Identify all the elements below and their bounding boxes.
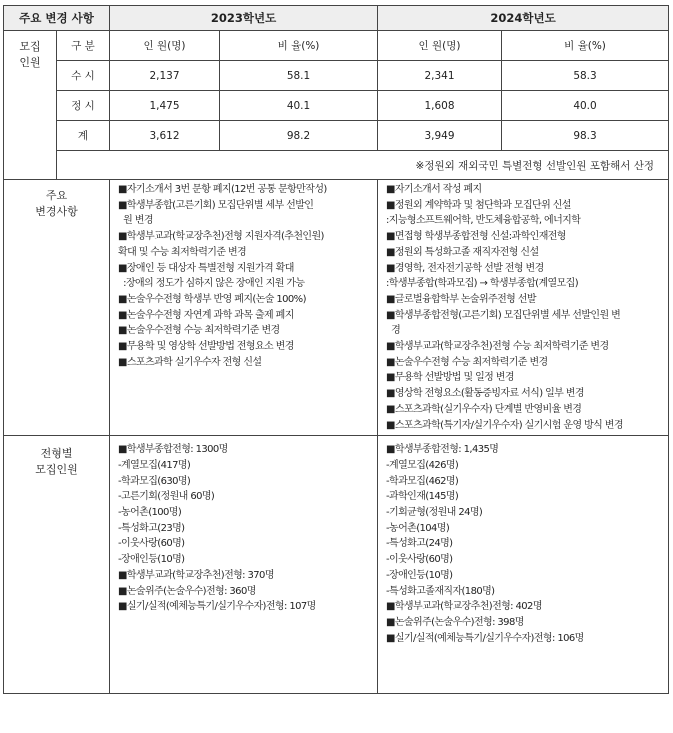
list-item: 확대 및 수능 최저학력기준 변경 [118,246,247,258]
recruit-header-row [4,31,669,61]
list-item: -장애인등(10명) [118,554,185,566]
list-item: ■스포츠과학 실기우수자 전형 신설 [118,356,262,368]
ratio-2024: 40.0 [502,91,669,121]
list-item: -계열모집(417명) [118,459,191,471]
footnote: ※정원외 재외국민 특별전형 선발인원 포함해서 산정 [57,151,669,180]
ratio-2023: 58.1 [220,61,378,91]
list-item: ■학생부교과(학교장추천)전형 지원자격(추천인원) [118,231,324,243]
list-item: ■논술위주(논술우수)전형: 360명 [118,585,256,597]
list-item: ■글로벌융합학부 논술위주전형 선발 [386,293,536,305]
list-item: ■학생부종합(고른기회) 모집단위별 세부 선발인 [118,199,314,211]
list-item: :지능형소프트웨어학, 반도체융합공학, 에너지학 [386,215,581,227]
list-item: ■실기/실적(예체능특기/실기우수자)전형: 106명 [386,632,584,644]
list-item: ■논술우수전형 학생부 반영 폐지(논술 100%) [118,293,306,305]
list-item: ■논술우수전형 자연계 과학 과목 출제 폐지 [118,309,294,321]
list-item: ■학생부종합전형: 1300명 [118,444,228,456]
changes-2024-cell [378,180,669,436]
note-row [4,151,669,180]
list-item: -특성화고졸재직자(180명) [386,585,495,597]
list-item: ■장애인 등 대상자 특별전형 지원가격 확대 [118,262,294,274]
row-name: 계 [57,121,110,151]
list-item: 경 [386,325,401,337]
list-item: ■논술우수전형 수능 최저학력기준 변경 [386,356,548,368]
list-item: -계열모집(426명) [386,459,459,471]
changes-label: 주요 변경사항 [4,180,110,436]
count-2024: 2,341 [378,61,502,91]
list-item: ■논술우수전형 수능 최저학력기준 변경 [118,325,280,337]
row-name: 정 시 [57,91,110,121]
per-track-row [4,436,669,694]
list-item: ■논술위주(논술우수)전형: 398명 [386,616,524,628]
header-2023: 2023학년도 [110,6,378,31]
header-category: 주요 변경 사항 [4,6,110,31]
count-2024: 1,608 [378,91,502,121]
ratio-header-2023: 비 율(%) [220,31,378,61]
list-item: ■실기/실적(예체능특기/실기우수자)전형: 107명 [118,601,316,613]
per-track-2024-list [378,436,668,648]
list-item: ■학생부종합전형: 1,435명 [386,444,499,456]
list-item: -고른기회(정원내 60명) [118,491,215,503]
list-item: :장애의 정도가 심하지 않은 장애인 지원 가능 [118,278,305,290]
per-track-2023-cell [110,436,378,694]
ratio-header-2024: 비 율(%) [502,31,669,61]
list-item: ■무용학 및 영상학 선발방법 전형요소 변경 [118,341,294,353]
changes-2023-list [110,180,377,372]
list-item: ■학생부교과(학교장추천)전형: 370명 [118,569,274,581]
ratio-2023: 98.2 [220,121,378,151]
table-row [4,91,669,121]
list-item: -농어촌(104명) [386,522,450,534]
list-item: ■영상학 전형요소(활동증빙자료 서식) 일부 변경 [386,388,584,400]
list-item: :학생부종합(학과모집) → 학생부종합(계열모집) [386,278,579,290]
list-item: ■면접형 학생부종합전형 신설:과학인재전형 [386,231,566,243]
list-item: -이웃사랑(60명) [118,538,185,550]
ratio-2024: 58.3 [502,61,669,91]
list-item: ■자기소개서 3번 문항 폐지(12번 공통 문항만작성) [118,184,327,195]
table-row [4,61,669,91]
list-item: ■경영학, 전자전기공학 선발 전형 변경 [386,262,544,274]
list-item: -장애인등(10명) [386,569,453,581]
admission-comparison-table [3,5,669,694]
list-item: ■정원외 특성화고졸 재직자전형 신설 [386,246,539,258]
count-2023: 1,475 [110,91,220,121]
list-item: -특성화고(24명) [386,538,453,550]
list-item: ■학생부종합전형(고른기회) 모집단위별 세부 선발인원 변 [386,309,621,321]
list-item: -학과모집(462명) [386,475,459,487]
recruit-label: 모집 인원 [4,31,57,180]
list-item: ■스포츠과학(특기자/실기우수자) 실기시험 운영 방식 변경 [386,419,623,431]
list-item: 원 변경 [118,215,153,227]
list-item: ■자기소개서 작성 폐지 [386,184,482,195]
header-2024: 2024학년도 [378,6,669,31]
per-track-2023-list [110,436,377,617]
changes-row [4,180,669,436]
table-row [4,121,669,151]
count-2023: 2,137 [110,61,220,91]
list-item: -학과모집(630명) [118,475,191,487]
ratio-2024: 98.3 [502,121,669,151]
changes-2023-cell [110,180,378,436]
per-track-label: 전형별 모집인원 [4,436,110,694]
count-2024: 3,949 [378,121,502,151]
count-header-2023: 인 원(명) [110,31,220,61]
list-item: -이웃사랑(60명) [386,554,453,566]
list-item: -농어촌(100명) [118,507,182,519]
list-item: -특성화고(23명) [118,522,185,534]
list-item: -기회균형(정원내 24명) [386,507,483,519]
list-item: ■정원외 계약학과 및 첨단학과 모집단위 신설 [386,199,571,211]
list-item: ■학생부교과(학교장추천)전형 수능 최저학력기준 변경 [386,341,609,353]
per-track-2024-cell [378,436,669,694]
count-header-2024: 인 원(명) [378,31,502,61]
header-row [4,6,669,31]
list-item: ■학생부교과(학교장추천)전형: 402명 [386,601,542,613]
list-item: ■스포츠과학(실기우수자) 단계별 반영비율 변경 [386,403,582,415]
changes-2024-list [378,180,668,435]
list-item: -과학인재(145명) [386,491,459,503]
list-item: ■무용학 선발방법 및 일정 변경 [386,372,514,384]
row-name: 수 시 [57,61,110,91]
ratio-2023: 40.1 [220,91,378,121]
count-2023: 3,612 [110,121,220,151]
division-label: 구 분 [57,31,110,61]
cropped-previous-line [0,0,673,4]
